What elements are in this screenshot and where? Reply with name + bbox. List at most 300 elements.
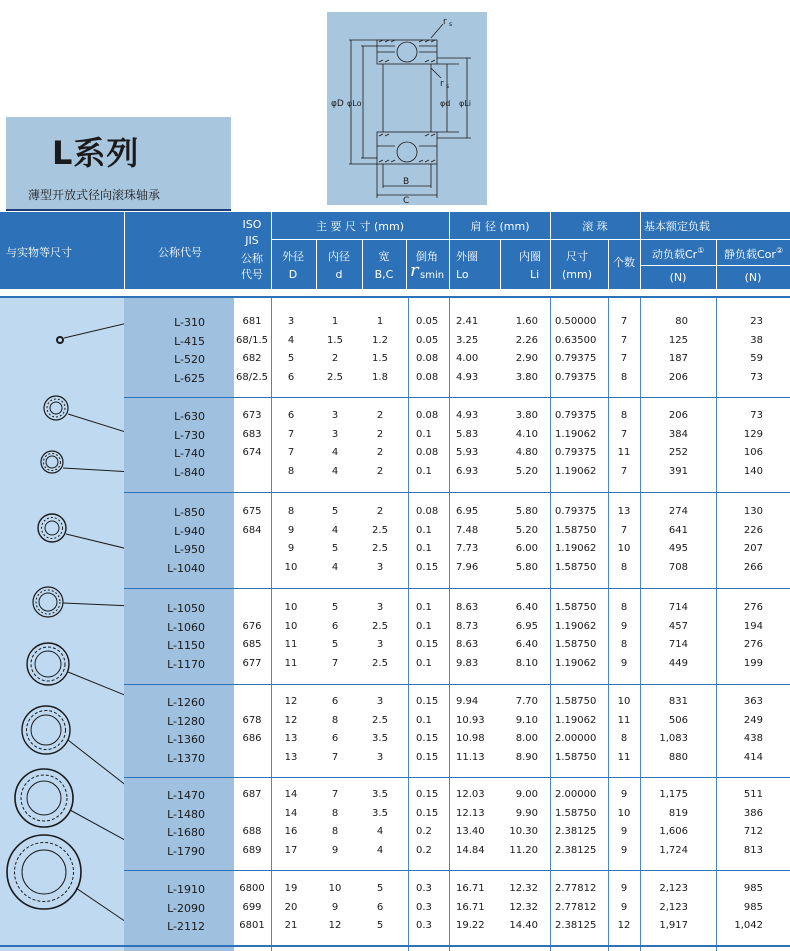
cell-r: 0.05 [416,316,439,327]
cell-code: L-1260 [167,696,205,709]
header-divider [316,240,317,289]
bearing-icon [57,337,63,343]
cell-cor: 266 [743,561,763,573]
cell-d: 5 [331,602,339,613]
cell-B: 3.5 [372,789,388,800]
cell-Li: 4.80 [515,447,538,459]
cell-d: 1.5 [327,334,343,346]
cell-ball: 2.00000 [555,789,597,800]
leader-line [68,672,124,698]
cell-n: 11 [617,714,631,726]
cell-code: L-415 [174,334,205,348]
cell-cr: 206 [668,410,688,421]
cell-n: 9 [620,844,628,856]
cell-code: L-1150 [167,639,205,653]
B-label: B [403,177,410,187]
header-unit-n-dyn: (N) [669,271,687,284]
cell-ball: 0.79375 [555,506,597,517]
cell-cr: 1,083 [659,733,688,745]
cell-D: 4 [287,334,295,346]
r-label-top: r [443,17,447,27]
leader-line [68,414,124,434]
cell-code: L-1060 [167,620,205,634]
cell-r: 0.08 [416,447,439,459]
cell-cr: 1,917 [659,920,688,932]
cell-B: 1.5 [372,353,388,365]
column-divider [449,298,450,951]
cell-Lo: 8.73 [456,620,479,632]
cell-ball: 2.77812 [555,883,597,894]
cell-iso: 685 [242,639,262,651]
cell-cr: 506 [668,714,688,726]
cell-ball: 1.58750 [555,639,597,651]
cell-Li: 14.40 [509,920,538,932]
cell-D: 12 [284,714,298,726]
cell-ball: 1.58750 [555,524,597,536]
group-separator [124,684,790,685]
cell-cr: 125 [668,334,688,346]
cell-code: L-950 [174,543,205,557]
cell-Li: 7.70 [515,696,538,707]
bearing-icon [22,706,70,754]
cell-Lo: 12.13 [456,807,485,819]
cell-Lo: 11.13 [456,751,485,763]
cell-d: 8 [331,807,339,819]
cell-D: 10 [284,602,298,613]
cell-Lo: 6.95 [456,506,479,517]
cell-cor: 38 [750,334,763,346]
cell-B: 2 [376,410,384,421]
cell-code: L-1480 [167,807,205,821]
cell-d: 7 [331,789,339,800]
header-id-sym: d [335,268,343,281]
header-main-dims: 主 要 尺 寸 (mm) [316,220,404,233]
cell-Li: 6.00 [515,543,538,555]
cell-n: 8 [620,410,628,421]
cell-cor: 511 [743,789,763,800]
cell-B: 5 [376,883,384,894]
cell-r: 0.08 [416,371,439,383]
leader-line [68,740,124,790]
cell-r: 0.3 [416,920,432,932]
group-separator [124,777,790,778]
cell-Lo: 7.48 [456,524,479,536]
cell-ball: 1.19062 [555,543,597,555]
cell-D: 7 [287,428,295,440]
header-od-sym: D [288,268,298,281]
cell-Lo: 3.25 [456,334,479,346]
cell-n: 8 [620,561,628,573]
cell-r: 0.15 [416,751,439,763]
cell-Li: 9.10 [515,714,538,726]
cell-iso: 683 [242,428,262,440]
cell-Lo: 6.93 [456,465,479,477]
cell-cor: 129 [743,428,763,440]
cell-D: 6 [287,410,295,421]
cell-d: 3 [331,410,339,421]
cell-Lo: 10.93 [456,714,485,726]
cell-d: 9 [331,901,339,913]
cell-n: 9 [620,657,628,669]
cell-ball: 1.58750 [555,696,597,707]
cell-Li: 3.80 [515,371,538,383]
cell-cor: 414 [743,751,763,763]
bearing-icon [41,451,63,473]
header-code: 公称代号 [158,246,202,259]
cell-cr: 80 [675,316,688,327]
column-divider [408,298,409,951]
cell-iso: 676 [242,620,262,632]
cell-cor: 249 [743,714,763,726]
group-separator [124,870,790,871]
cell-Li: 6.40 [515,639,538,651]
cell-n: 10 [617,807,631,819]
cell-ball: 1.19062 [555,714,597,726]
cell-Li: 8.00 [515,733,538,745]
cell-Li: 2.26 [515,334,538,346]
header-divider [406,240,407,289]
cell-r: 0.08 [416,506,439,517]
header-inner-sym: Li [530,268,540,281]
cell-iso: 6801 [239,920,265,932]
cell-B: 1.2 [372,334,388,346]
cell-code: L-1910 [167,883,205,896]
cell-ball: 0.63500 [555,334,597,346]
header-unit-n-stat: (N) [744,271,762,284]
cell-d: 8 [331,714,339,726]
cell-iso: 684 [242,524,262,536]
cell-Li: 10.30 [509,826,538,838]
cell-cr: 708 [668,561,688,573]
header-daihao: 代号 [241,268,263,281]
cell-d: 5 [331,543,339,555]
cell-cor: 194 [743,620,763,632]
header-shoulder: 肩 径 (mm) [470,220,530,233]
cell-n: 8 [620,639,628,651]
cell-r: 0.15 [416,639,439,651]
cell-Li: 12.32 [509,901,538,913]
cell-r: 0.2 [416,844,432,856]
cell-D: 7 [287,447,295,459]
phi-D-label: φD [331,99,344,109]
cell-cr: 819 [668,807,688,819]
header-iso: ISO [242,218,262,231]
header-balls: 滚 珠 [582,220,608,233]
cell-d: 6 [331,620,339,632]
cell-B: 3 [376,561,384,573]
cell-code: L-730 [174,428,205,442]
cell-B: 3.5 [372,807,388,819]
cell-Li: 12.32 [509,883,538,894]
cell-ball: 1.19062 [555,465,597,477]
cell-n: 7 [620,524,628,536]
cell-code: L-840 [174,465,205,479]
cell-cr: 274 [668,506,688,517]
cell-ball: 2.77812 [555,901,597,913]
cell-Li: 5.80 [515,506,538,517]
cell-iso: 675 [242,506,262,517]
cell-cr: 714 [668,602,688,613]
r-sub-mid: s [446,83,450,90]
cell-iso: 687 [242,789,262,800]
bearing-icon [33,587,63,617]
cell-B: 2.5 [372,657,388,669]
cell-code: L-1680 [167,826,205,840]
cell-n: 9 [620,901,628,913]
cell-n: 8 [620,602,628,613]
cell-Lo: 8.63 [456,602,479,613]
cell-d: 6 [331,696,339,707]
cell-code: L-2090 [167,901,205,915]
cell-n: 13 [617,506,631,517]
cell-cor: 59 [750,353,763,365]
cell-Li: 5.20 [515,524,538,536]
cell-D: 14 [284,789,298,800]
cell-ball: 1.58750 [555,602,597,613]
cell-cor: 140 [743,465,763,477]
cell-D: 17 [284,844,298,856]
cell-r: 0.08 [416,353,439,365]
cell-n: 11 [617,751,631,763]
cell-cor: 276 [743,639,763,651]
cell-r: 0.3 [416,883,432,894]
cell-Lo: 4.93 [456,371,479,383]
cell-B: 1.8 [372,371,388,383]
leader-line [63,468,124,472]
cell-D: 3 [287,316,295,327]
cell-Lo: 16.71 [456,901,485,913]
table-header-right [234,212,790,289]
cell-cr: 880 [668,751,688,763]
page-title: L系列 [52,134,140,172]
cell-cr: 252 [668,447,688,459]
cell-cr: 2,123 [659,883,688,894]
cell-code: L-740 [174,447,205,461]
header-divider [362,240,363,289]
cell-d: 4 [331,447,339,459]
cell-B: 2 [376,447,384,459]
cell-D: 11 [284,657,298,669]
cell-cor: 985 [743,883,763,894]
cell-d: 7 [331,751,339,763]
cell-ball: 0.79375 [555,353,597,365]
header-chamfer-sub: smin [420,270,445,281]
cell-n: 9 [620,789,628,800]
cell-d: 4 [331,465,339,477]
cell-Li: 5.20 [515,465,538,477]
cell-Lo: 7.73 [456,543,479,555]
cell-Lo: 8.63 [456,639,479,651]
cell-code: L-850 [174,506,205,519]
header-rule [271,239,790,240]
cell-cor: 985 [743,901,763,913]
cell-Lo: 10.98 [456,733,485,745]
cell-code: L-1360 [167,733,205,747]
cell-r: 0.15 [416,696,439,707]
cell-iso: 68/2.5 [236,371,268,383]
header-divider [124,212,125,289]
cell-r: 0.1 [416,620,432,632]
cell-d: 9 [331,844,339,856]
bearing-section-diagram [327,12,487,205]
cell-cr: 457 [668,620,688,632]
cell-D: 10 [284,561,298,573]
cell-D: 9 [287,543,295,555]
cell-B: 3 [376,639,384,651]
cell-cor: 73 [750,410,763,421]
cell-d: 2 [331,353,339,365]
cell-ball: 1.19062 [555,620,597,632]
header-load: 基本额定负载 [644,220,710,233]
cell-ball: 1.58750 [555,561,597,573]
cell-B: 3 [376,602,384,613]
cell-B: 3.5 [372,733,388,745]
cell-Lo: 9.94 [456,696,479,707]
cell-code: L-1050 [167,602,205,615]
cell-r: 0.1 [416,714,432,726]
cell-Lo: 5.83 [456,428,479,440]
cell-n: 9 [620,620,628,632]
cell-Li: 8.10 [515,657,538,669]
cell-n: 7 [620,428,628,440]
cell-d: 5 [331,639,339,651]
cell-D: 10 [284,620,298,632]
page-subtitle: 薄型开放式径向滚珠轴承 [28,188,161,202]
cell-cr: 1,175 [659,789,688,800]
cell-cor: 130 [743,506,763,517]
cell-cor: 1,042 [734,920,763,932]
cell-r: 0.1 [416,602,432,613]
cell-iso: 678 [242,714,262,726]
cell-Li: 9.00 [515,789,538,800]
cell-d: 10 [328,883,342,894]
cell-cr: 384 [668,428,688,440]
cell-ball: 0.79375 [555,371,597,383]
cell-cr: 641 [668,524,688,536]
bearing-icon [27,643,69,685]
cell-cr: 206 [668,371,688,383]
cell-Li: 4.10 [515,428,538,440]
header-chamfer-r: r [410,260,419,281]
table-bottom-rule [0,945,790,947]
column-divider [550,298,551,951]
cell-D: 20 [284,901,298,913]
cell-Lo: 4.00 [456,353,479,365]
cell-D: 6 [287,371,295,383]
r-label-mid: r [440,79,444,89]
bearing-icon [38,514,66,542]
cell-cr: 1,606 [659,826,688,838]
cell-Lo: 13.40 [456,826,485,838]
cell-code: L-1470 [167,789,205,802]
phi-Lo-label: φLo [347,99,362,108]
header-chamfer: 倒角 [416,250,438,263]
cell-d: 4 [331,524,339,536]
cell-D: 11 [284,639,298,651]
C-label: C [403,196,410,205]
column-divider [608,298,609,951]
cell-n: 9 [620,883,628,894]
cell-n: 10 [617,543,631,555]
group-separator [124,492,790,493]
cell-ball: 0.79375 [555,410,597,421]
cell-Lo: 12.03 [456,789,485,800]
cell-iso: 674 [242,447,262,459]
header-width: 宽 [378,250,390,263]
cell-D: 21 [284,920,298,932]
cell-cr: 449 [668,657,688,669]
cell-r: 0.2 [416,826,432,838]
cell-B: 4 [376,826,384,838]
leader-line [64,322,124,338]
cell-code: L-1370 [167,751,205,765]
leader-line [70,810,124,844]
bearing-icon [7,835,81,909]
cell-r: 0.15 [416,807,439,819]
cell-d: 2.5 [327,371,343,383]
cell-r: 0.1 [416,543,432,555]
cell-D: 13 [284,733,298,745]
leader-line [76,888,124,926]
cell-code: L-1790 [167,844,205,858]
cell-D: 5 [287,353,295,365]
cell-Lo: 9.83 [456,657,479,669]
header-dynamic-load: 动负载Cr① [652,246,705,261]
cell-Li: 3.80 [515,410,538,421]
header-inner-ring: 内圈 [519,250,541,263]
cell-r: 0.1 [416,465,432,477]
cell-B: 2.5 [372,714,388,726]
cell-n: 10 [617,696,631,707]
cell-B: 3 [376,751,384,763]
cell-cor: 363 [743,696,763,707]
leader-line [63,603,124,606]
header-static-load: 静负载Cor② [724,246,784,261]
column-divider [716,298,717,951]
cell-D: 8 [287,506,295,517]
cell-d: 5 [331,506,339,517]
cell-cr: 831 [668,696,688,707]
cell-cr: 714 [668,639,688,651]
cell-d: 6 [331,733,339,745]
cell-r: 0.05 [416,334,439,346]
cell-cor: 276 [743,602,763,613]
cell-cr: 1,724 [659,844,688,856]
header-jis: JIS [245,234,259,247]
cell-ball: 1.19062 [555,657,597,669]
r-sub-top: s [449,21,453,28]
header-divider [500,240,501,289]
bearing-cross-section-drawing [327,12,487,205]
cell-cor: 712 [743,826,763,838]
cell-D: 14 [284,807,298,819]
cell-Li: 11.20 [509,844,538,856]
header-outer-sym: Lo [456,268,469,281]
cell-cor: 207 [743,543,763,555]
cell-iso: 686 [242,733,262,745]
phi-d-label: φd [440,99,451,108]
cell-cor: 386 [743,807,763,819]
cell-Lo: 16.71 [456,883,485,894]
header-divider [449,212,450,289]
header-id: 内径 [328,250,350,263]
cell-n: 9 [620,826,628,838]
cell-code: L-310 [174,316,205,329]
cell-r: 0.15 [416,733,439,745]
cell-code: L-940 [174,524,205,538]
cell-cr: 391 [668,465,688,477]
cell-code: L-1280 [167,714,205,728]
